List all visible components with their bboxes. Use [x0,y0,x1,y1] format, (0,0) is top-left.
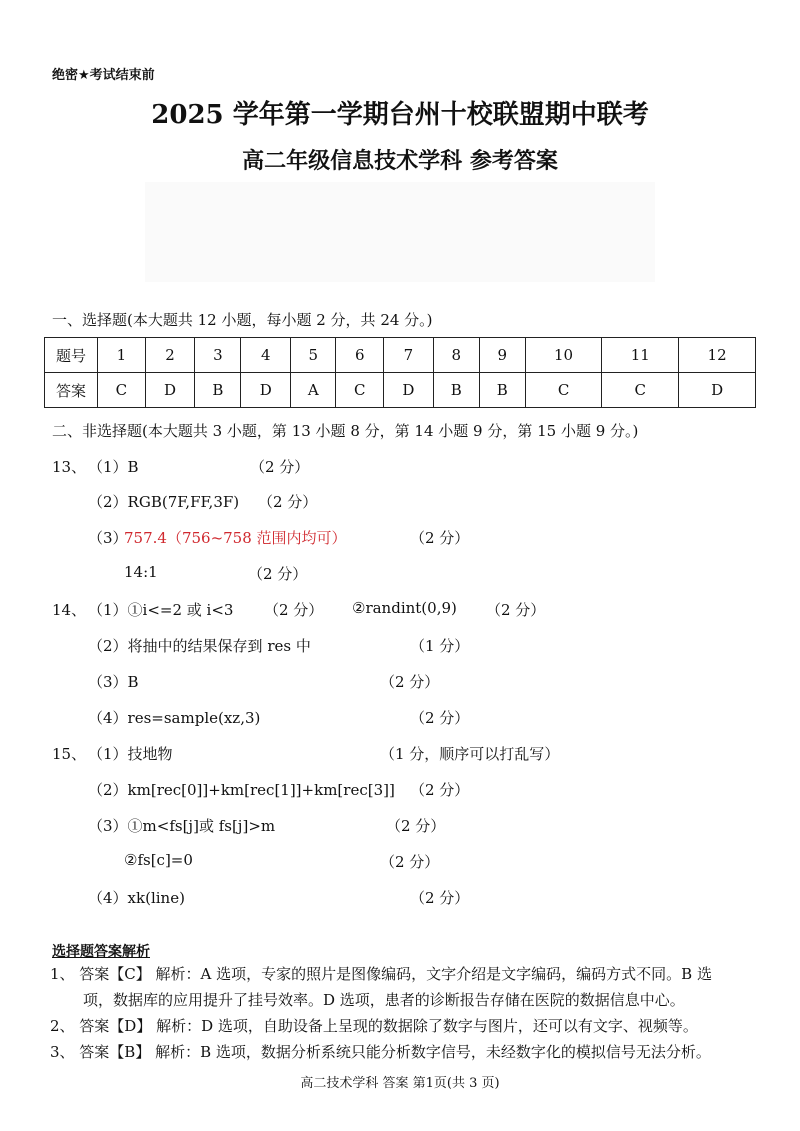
section2-heading: 二、非选择题(本大题共 3 小题，第 13 小题 8 分，第 14 小题 9 分，第 15 小题 9 分。) [52,422,639,440]
table-cell: 2 [145,338,195,373]
q14-part1: （1）①i<=2 或 i<3 [88,601,234,619]
table-cell: C [98,373,146,408]
table-cell: 6 [336,338,384,373]
answer-row [45,373,756,408]
explanation-item-1: 1、 答案【C】 解析：A 选项，专家的照片是图像编码，文字介绍是文字编码，编码方式不同。B 选 [50,965,712,983]
section1-heading: 一、选择题(本大题共 12 小题，每小题 2 分，共 24 分。) [52,311,433,329]
q14-part2: （2）将抽中的结果保存到 res 中 [88,637,311,655]
q14-part2-score: （1 分） [410,637,470,655]
table-cell: 5 [291,338,336,373]
table-cell: C [336,373,384,408]
confidential-label: 绝密★考试结束前 [52,68,155,83]
q15-part2-score: （2 分） [410,781,470,799]
q13-part4: 14:1 [124,563,158,581]
q15-part4-score: （2 分） [410,889,470,907]
q15-part3-score: （2 分） [386,817,446,835]
table-cell: D [145,373,195,408]
row-label-number: 题号 [45,338,98,373]
q13-part4-score: （2 分） [248,565,308,583]
table-cell: 1 [98,338,146,373]
explanation-list [50,961,760,1065]
q15-part1: （1）技地物 [88,745,173,763]
q13-number: 13、 [52,458,87,476]
q14-part4-score: （2 分） [410,709,470,727]
q15-part3: （3）①m<fs[j]或 fs[j]>m [88,817,276,835]
q14-number: 14、 [52,601,87,619]
table-cell: 8 [433,338,479,373]
q15-part4: （4）xk(line) [88,889,185,907]
q15-number: 15、 [52,745,87,763]
q14-part1-score: （2 分） [264,601,324,619]
explanation-heading-text: 选择题答案解析 [52,944,150,960]
table-cell: 3 [195,338,241,373]
answer-table [44,337,756,408]
table-cell: B [479,373,525,408]
q13-part3-score: （2 分） [410,529,470,547]
q13-part2-score: （2 分） [258,493,318,511]
table-cell: 11 [602,338,679,373]
blank-region [145,182,655,282]
table-cell: D [384,373,434,408]
q14-part1b-score: （2 分） [486,601,546,619]
q15-part2: （2）km[rec[0]]+km[rec[1]]+km[rec[3]] [88,781,395,799]
q13-part1: （1）B [88,458,139,476]
q14-part3: （3）B [88,673,139,691]
exam-title: 2025 学年第一学期台州十校联盟期中联考 [151,100,649,130]
table-cell: 12 [679,338,756,373]
exam-subtitle: 高二年级信息技术学科 参考答案 [242,148,558,174]
q15-part1-score: （1 分，顺序可以打乱写） [380,745,560,763]
q14-part3-score: （2 分） [380,673,440,691]
table-cell: D [679,373,756,408]
explanation-item-1-cont: 项，数据库的应用提升了挂号效率。D 选项，患者的诊断报告存储在医院的数据信息中心。 [83,991,685,1009]
q14-part1b: ②randint(0,9) [352,599,457,617]
table-cell: C [602,373,679,408]
q13-part3-label: （3） [88,529,128,547]
q15-part3b: ②fs[c]=0 [124,851,193,869]
table-cell: C [525,373,602,408]
table-cell: 9 [479,338,525,373]
explanation-item-2: 2、 答案【D】 解析：D 选项，自助设备上呈现的数据除了数字与图片，还可以有文字、视频等。 [50,1017,698,1035]
table-cell: D [241,373,291,408]
table-cell: A [291,373,336,408]
q13-part3-answer: 757.4（756~758 范围内均可） [124,529,347,547]
q14-part4: （4）res=sample(xz,3) [88,709,261,727]
explanation-item-3: 3、 答案【B】 解析：B 选项，数据分析系统只能分析数字信号，未经数字化的模拟信号无法分析。 [50,1043,711,1061]
number-row [45,338,756,373]
table-cell: 4 [241,338,291,373]
table-cell: 10 [525,338,602,373]
explanation-heading [52,941,150,961]
q15-part3b-score: （2 分） [380,853,440,871]
page-footer: 高二技术学科 答案 第1页(共 3 页) [300,1076,500,1091]
q13-part1-score: （2 分） [250,458,310,476]
table-cell: B [433,373,479,408]
row-label-answer: 答案 [45,373,98,408]
table-cell: 7 [384,338,434,373]
table-cell: B [195,373,241,408]
q13-part2: （2）RGB(7F,FF,3F) [88,493,240,511]
